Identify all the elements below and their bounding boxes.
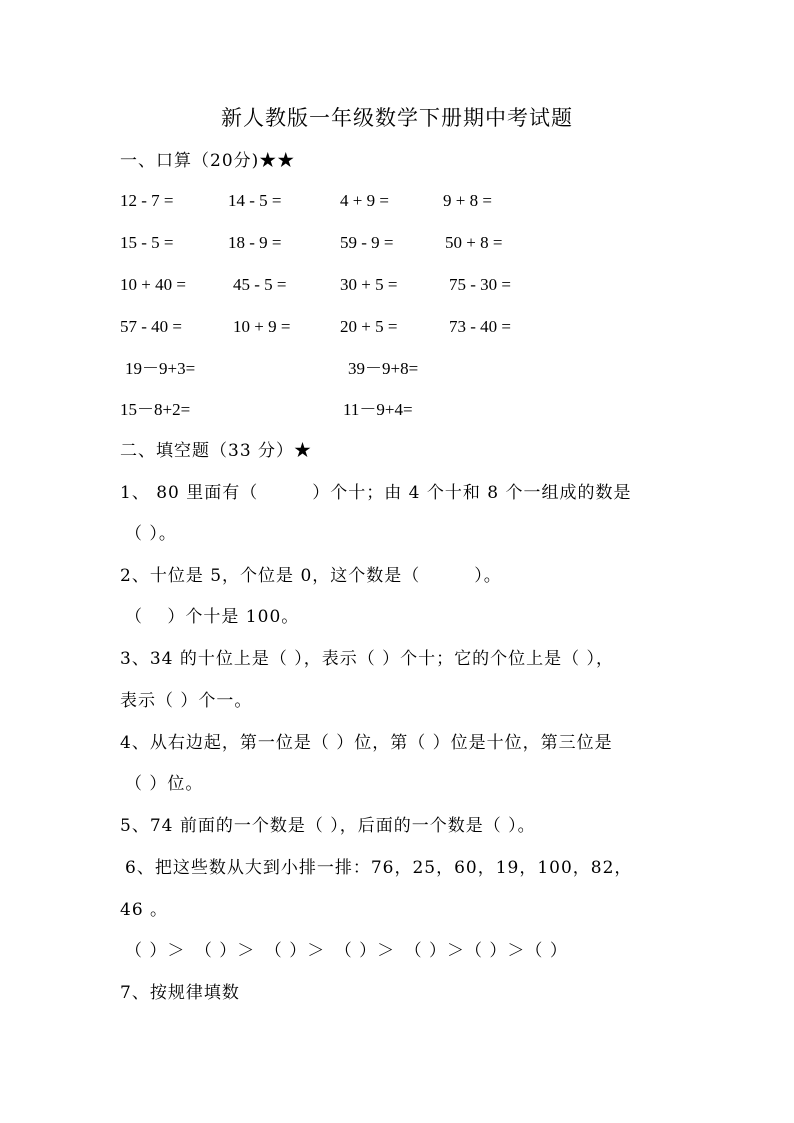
mixed-item: 19－9+3= bbox=[125, 359, 196, 378]
question-5: 5、74 前面的一个数是（ ），后面的一个数是（ ）。 bbox=[120, 816, 536, 836]
question-6-line-1: 6、把这些数从大到小排一排：76，25，60，19，100，82， bbox=[125, 858, 633, 878]
arith-item: 20 + 5 = bbox=[340, 317, 398, 336]
question-3-line-1: 3、34 的十位上是（ ），表示（ ）个十；它的个位上是（ ）， bbox=[120, 649, 615, 669]
question-1-line-1: 1、 80 里面有（ ）个十；由 4 个十和 8 个一组成的数是 bbox=[120, 483, 632, 503]
arith-item: 75 - 30 = bbox=[449, 275, 511, 294]
question-6-line-2: 46 。 bbox=[120, 900, 169, 920]
mixed-item: 39－9+8= bbox=[348, 359, 419, 378]
arith-item: 30 + 5 = bbox=[340, 275, 398, 294]
question-6-answer-blanks: （ ）＞ （ ）＞ （ ）＞ （ ）＞ （ ）＞（ ）＞（ ） bbox=[125, 941, 568, 961]
arith-item: 59 - 9 = bbox=[340, 233, 394, 252]
arith-item: 9 + 8 = bbox=[443, 191, 492, 210]
arith-item: 57 - 40 = bbox=[120, 317, 182, 336]
question-7: 7、按规律填数 bbox=[120, 983, 240, 1003]
question-2-line-1: 2、十位是 5，个位是 0，这个数是（ ）。 bbox=[120, 566, 502, 586]
mixed-item: 11－9+4= bbox=[343, 400, 413, 419]
arith-item: 50 + 8 = bbox=[445, 233, 503, 252]
arith-item: 12 - 7 = bbox=[120, 191, 174, 210]
question-4-line-1: 4、从右边起，第一位是（ ）位，第（ ）位是十位，第三位是 bbox=[120, 733, 613, 753]
question-3-line-2: 表示（ ）个一。 bbox=[120, 691, 253, 711]
arith-item: 10 + 9 = bbox=[233, 317, 291, 336]
section-2-heading: 二、填空题（33 分）★ bbox=[120, 441, 313, 461]
question-1-line-2: （ ）。 bbox=[125, 524, 177, 544]
arith-item: 45 - 5 = bbox=[233, 275, 287, 294]
question-4-line-2: （ ）位。 bbox=[125, 774, 204, 794]
arith-item: 10 + 40 = bbox=[120, 275, 186, 294]
section-1-heading: 一、口算（20分)★★ bbox=[120, 151, 296, 171]
arith-item: 4 + 9 = bbox=[340, 191, 389, 210]
question-2-line-2: （ ）个十是 100。 bbox=[125, 607, 300, 627]
exam-title: 新人教版一年级数学下册期中考试题 bbox=[221, 106, 573, 130]
arith-item: 14 - 5 = bbox=[228, 191, 282, 210]
arith-item: 18 - 9 = bbox=[228, 233, 282, 252]
mixed-item: 15－8+2= bbox=[120, 400, 191, 419]
arith-item: 15 - 5 = bbox=[120, 233, 174, 252]
arith-item: 73 - 40 = bbox=[449, 317, 511, 336]
